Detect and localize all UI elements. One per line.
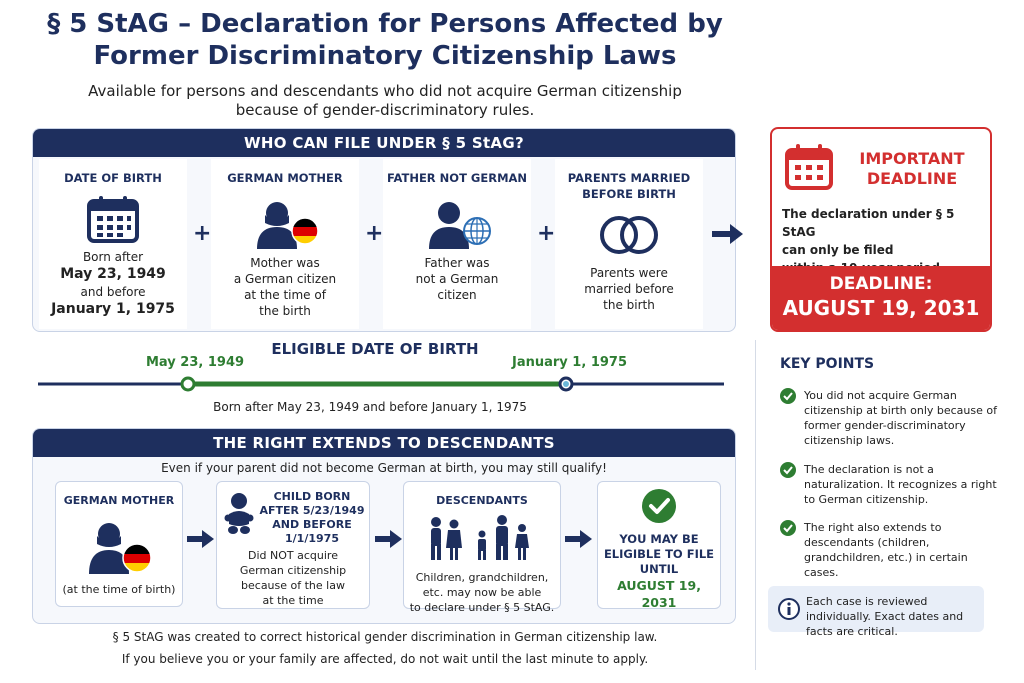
arrow-right-icon <box>712 222 744 250</box>
result-line: UNTIL <box>639 562 679 576</box>
key-point-text: You did not acquire German citizenship at birth only because of former gender-discriminatory citizenship laws. <box>804 389 997 447</box>
deadline-date: AUGUST 19, 2031 <box>782 296 980 320</box>
deadline-band <box>772 266 990 330</box>
check-circle-icon <box>780 462 796 482</box>
criterion-date-of-birth <box>39 159 187 329</box>
criterion-line: at the time of <box>244 288 326 302</box>
criterion-line: Born after <box>82 250 144 264</box>
important-deadline-card <box>770 127 992 332</box>
plus-sign: + <box>537 221 556 246</box>
child-card-title: AND BEFORE <box>272 518 352 531</box>
descendants-panel <box>32 428 736 624</box>
criterion-parents-married <box>555 159 703 329</box>
check-circle-icon <box>780 520 796 540</box>
key-points-heading: KEY POINTS <box>780 356 875 372</box>
descendants-mother-card <box>55 481 183 607</box>
check-circle-icon <box>641 488 677 524</box>
criterion-title: PARENTS MARRIED <box>567 171 691 185</box>
criterion-line: Father was <box>424 256 490 270</box>
timeline-bar <box>38 374 728 398</box>
criterion-title: BEFORE BIRTH <box>582 187 676 201</box>
rings-icon <box>594 213 664 257</box>
plus-sign: + <box>193 221 212 246</box>
criterion-title: GERMAN MOTHER <box>227 171 343 185</box>
page-title: § 5 StAG – Declaration for Persons Affected by Former Discriminatory Citizenship Laws <box>47 9 723 71</box>
family-card-line: etc. may now be able <box>422 586 542 599</box>
family-card-line: to declare under § 5 StAG. <box>409 601 555 614</box>
timeline-start-label: May 23, 1949 <box>146 355 245 370</box>
child-card-note: Did NOT acquire <box>248 549 338 562</box>
eligibility-result-card <box>597 481 721 609</box>
who-can-file-panel <box>32 128 736 332</box>
divider <box>755 340 756 670</box>
page-subtitle: Available for persons and descendants who did not acquire German citizenship because of gender-discriminatory rules. <box>88 82 682 119</box>
child-card-note: German citizenship <box>239 564 347 577</box>
man-globe-icon <box>417 199 497 249</box>
criterion-line: citizen <box>437 288 477 302</box>
deadline-text-line: can only be filed <box>782 243 894 257</box>
arrow-right-icon <box>187 529 215 553</box>
deadline-title <box>842 149 982 189</box>
criterion-line: Mother was <box>250 256 320 270</box>
calendar-alert-icon <box>784 143 834 195</box>
deadline-label: DEADLINE: <box>829 274 933 294</box>
deadline-title-line: IMPORTANT <box>859 149 965 168</box>
child-card-note: at the time <box>262 594 324 607</box>
family-card-line: Children, grandchildren, <box>415 571 549 584</box>
criterion-line: married before <box>584 282 674 296</box>
descendants-child-card <box>216 481 370 609</box>
descendants-heading: THE RIGHT EXTENDS TO DESCENDANTS <box>33 429 735 457</box>
deadline-title-line: DEADLINE <box>866 169 958 188</box>
info-icon <box>778 598 800 624</box>
footer-line-2: If you believe you or your family are affected, do not wait until the last minute to apply. <box>121 652 649 666</box>
criterion-line: not a German <box>415 272 499 286</box>
calendar-icon <box>85 195 141 243</box>
timeline-heading: ELIGIBLE DATE OF BIRTH <box>271 340 479 358</box>
family-card-title: DESCENDANTS <box>436 494 528 507</box>
footer-line-1: § 5 StAG was created to correct historical gender discrimination in German citizenship law. <box>112 630 658 644</box>
child-card-title: 1/1/1975 <box>285 532 339 545</box>
child-card-title: AFTER 5/23/1949 <box>259 504 365 517</box>
arrow-right-icon <box>565 529 593 553</box>
key-point-text: The declaration is not a naturalization. It recognizes a right to German citizenship. <box>804 463 997 506</box>
child-card-title: CHILD BORN <box>273 490 351 503</box>
criterion-title: FATHER NOT GERMAN <box>386 171 528 185</box>
info-note-text: Each case is reviewed individually. Exact dates and facts are critical. <box>806 595 964 638</box>
date-end: January 1, 1975 <box>51 301 175 317</box>
mother-card-note: (at the time of birth) <box>62 583 176 596</box>
who-can-file-heading: WHO CAN FILE UNDER § 5 StAG? <box>33 129 735 157</box>
mother-card-title: GERMAN MOTHER <box>63 494 175 507</box>
descendants-family-card <box>403 481 561 614</box>
criterion-line: Parents were <box>590 266 668 280</box>
criterion-line: and before <box>80 285 146 299</box>
baby-icon <box>223 492 255 540</box>
date-start: May 23, 1949 <box>60 266 166 282</box>
woman-german-flag-icon <box>81 518 157 574</box>
arrow-right-icon <box>375 529 403 553</box>
criterion-father-not-german <box>383 159 531 329</box>
result-line: ELIGIBLE TO FILE <box>603 547 715 561</box>
check-circle-icon <box>780 388 796 408</box>
result-date: AUGUST 19, 2031 <box>617 578 701 610</box>
timeline-end-label: January 1, 1975 <box>512 355 627 370</box>
result-line: YOU MAY BE <box>619 532 699 546</box>
child-card-note: because of the law <box>241 579 345 592</box>
woman-german-flag-icon <box>245 199 325 249</box>
descendants-intro: Even if your parent did not become German at birth, you may still qualify! <box>161 461 607 475</box>
criterion-line: a German citizen <box>233 272 337 286</box>
criterion-line: the birth <box>603 298 655 312</box>
criterion-title: DATE OF BIRTH <box>64 171 162 185</box>
family-icon <box>422 514 542 562</box>
criterion-line: the birth <box>259 304 311 318</box>
timeline-caption: Born after May 23, 1949 and before January 1, 1975 <box>213 400 527 414</box>
criterion-german-mother <box>211 159 359 329</box>
plus-sign: + <box>365 221 384 246</box>
info-note-box <box>768 586 984 638</box>
key-point-text: The right also extends to descendants (children, grandchildren, etc.) in certain cases. <box>804 521 968 579</box>
deadline-text-line: The declaration under § 5 StAG <box>782 207 955 239</box>
